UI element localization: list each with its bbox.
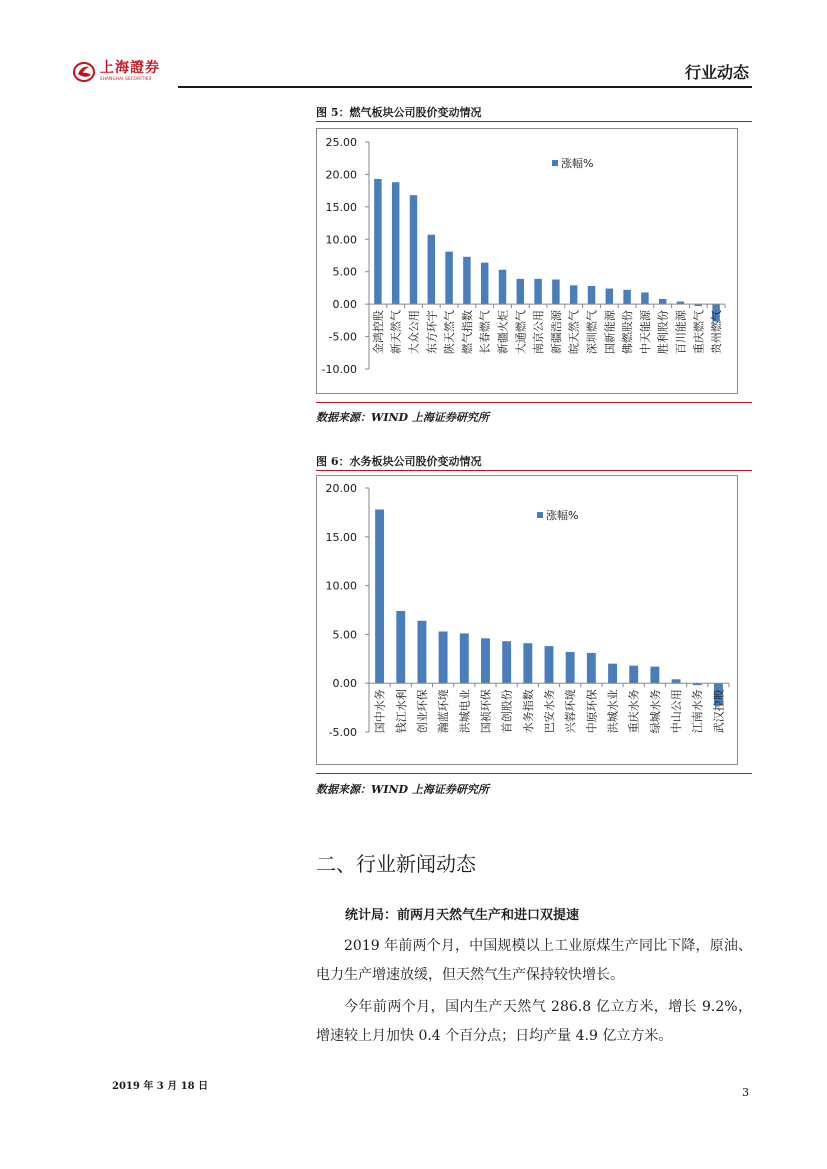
bar [552, 279, 559, 304]
y-tick-label: 20.00 [325, 482, 357, 495]
news-paragraph-2: 今年前两个月，国内生产天然气 286.8 亿立方米，增长 9.2%，增速较上月加快 0.4 个百分点；日均产量 4.9 亿立方米。 [316, 999, 752, 1044]
header-divider [178, 86, 752, 88]
bar [375, 509, 384, 683]
x-category-label: 兴蓉环境 [564, 689, 578, 734]
bar [499, 270, 506, 304]
x-category-label: 新疆浩源 [549, 310, 563, 355]
bar [672, 679, 681, 683]
bar [392, 182, 399, 304]
legend-swatch [537, 512, 543, 518]
x-category-label: 瀚蓝环境 [437, 689, 451, 734]
bar [629, 666, 638, 684]
y-tick-label: 10.00 [325, 233, 357, 247]
x-category-label: 中山公用 [670, 689, 684, 734]
bar [606, 289, 613, 305]
news-paragraph-1: 2019 年前两个月，中国规模以上工业原煤生产同比下降，原油、电力生产增速放缓，但天然气生产保持较快增长。 [316, 938, 752, 983]
bar [517, 279, 524, 304]
x-category-label: 大众公用 [407, 310, 421, 355]
x-category-label: 武汉控股 [712, 689, 726, 734]
logo-emblem-icon [72, 60, 98, 84]
x-category-label: 重庆水务 [627, 689, 641, 734]
footer-date: 2019 年 3 月 18 日 [112, 1081, 209, 1092]
y-tick-label: 25.00 [325, 136, 357, 149]
x-category-label: 贵州燃气 [710, 310, 724, 355]
y-tick-label: 15.00 [325, 200, 357, 214]
x-category-label: 江南水务 [691, 689, 705, 734]
x-category-label: 新疆火炬 [496, 310, 510, 355]
bar [570, 285, 577, 304]
figure5-caption: 图 5：燃气板块公司股价变动情况 [316, 106, 482, 119]
x-category-label: 胜利股份 [656, 310, 670, 355]
bar [623, 290, 630, 304]
legend-swatch [552, 160, 558, 166]
x-category-label: 百川能源 [674, 310, 688, 355]
x-category-label: 中天能源 [638, 310, 652, 355]
x-category-label: 大通燃气 [514, 310, 528, 355]
bar [534, 279, 541, 304]
x-category-label: 钱江水利 [394, 689, 408, 734]
figure6-top-rule [316, 470, 752, 471]
bar [481, 263, 488, 305]
bar [566, 652, 575, 683]
bar [428, 235, 435, 304]
figure5-top-rule [316, 121, 752, 122]
x-category-label: 长春燃气 [478, 310, 492, 355]
bar [523, 643, 532, 683]
y-tick-label: -5.00 [328, 330, 357, 344]
y-tick-label: 20.00 [325, 168, 357, 182]
y-tick-label: 5.00 [332, 265, 357, 279]
x-category-label: 东方环宇 [425, 310, 439, 355]
y-tick-label: -10.00 [321, 363, 357, 376]
x-category-label: 佛燃股份 [621, 310, 635, 355]
x-category-label: 南京公用 [532, 310, 546, 355]
x-category-label: 洪城电业 [458, 689, 472, 734]
bar [417, 621, 426, 683]
x-category-label: 首创股份 [500, 689, 514, 734]
x-category-label: 皖天然气 [567, 310, 581, 355]
x-category-label: 金鸿控股 [371, 310, 385, 355]
bar [650, 667, 659, 684]
bar [460, 633, 469, 683]
x-category-label: 深圳燃气 [585, 310, 599, 355]
bar [481, 638, 490, 683]
x-category-label: 创业环保 [415, 689, 429, 734]
x-category-label: 重庆燃气 [692, 310, 706, 355]
legend-label: 涨幅% [561, 157, 594, 170]
company-logo [72, 60, 160, 88]
y-tick-label: 0.00 [332, 298, 357, 312]
y-tick-label: 15.00 [325, 530, 357, 544]
bar [396, 611, 405, 683]
x-category-label: 国新能源 [603, 310, 617, 355]
figure6-bottom-rule [316, 773, 752, 774]
y-tick-label: 10.00 [325, 579, 357, 593]
page-number: 3 [742, 1086, 749, 1099]
figure6-source: 数据来源：WIND 上海证券研究所 [316, 783, 489, 796]
y-tick-label: 5.00 [332, 628, 357, 642]
legend-label: 涨幅% [546, 509, 579, 522]
bar [502, 641, 511, 683]
bar [641, 292, 648, 304]
x-category-label: 巴安水务 [543, 689, 556, 734]
x-category-label: 洪城水业 [606, 689, 620, 734]
figure6-chart [316, 475, 738, 765]
logo-text-cn: 上海證券 [100, 60, 160, 76]
x-category-label: 绿城水务 [648, 689, 662, 734]
header-title: 行业动态 [684, 63, 749, 82]
news-headline: 统计局：前两月天然气生产和进口双提速 [345, 908, 580, 923]
x-category-label: 燃气指数 [460, 310, 474, 355]
bar [659, 299, 666, 304]
y-tick-label: -5.00 [328, 726, 357, 739]
bar [587, 653, 596, 683]
figure6-caption: 图 6：水务板块公司股价变动情况 [316, 455, 482, 468]
x-category-label: 国中水务 [373, 689, 387, 734]
figure5-source: 数据来源：WIND 上海证券研究所 [316, 411, 489, 424]
bar [374, 179, 381, 304]
bar [410, 195, 417, 304]
y-tick-label: 0.00 [332, 677, 357, 691]
bar [445, 252, 452, 305]
bar [439, 631, 448, 683]
figure6-chart-svg [317, 476, 737, 764]
bar [588, 286, 595, 304]
bar [608, 664, 617, 684]
x-category-label: 陕天然气 [443, 310, 457, 355]
bar [545, 646, 554, 683]
logo-text-en: SHANGHAI SECURITIES [100, 76, 152, 81]
figure5-chart-svg [317, 129, 737, 393]
bar [463, 257, 470, 304]
figure5-bottom-rule [316, 402, 752, 403]
x-category-label: 新天然气 [389, 310, 403, 355]
x-category-label: 中原环保 [585, 689, 599, 734]
figure5-chart [316, 128, 738, 394]
x-category-label: 国祯环保 [479, 689, 493, 734]
section-title: 二、行业新闻动态 [316, 852, 476, 876]
x-category-label: 水务指数 [521, 689, 535, 734]
